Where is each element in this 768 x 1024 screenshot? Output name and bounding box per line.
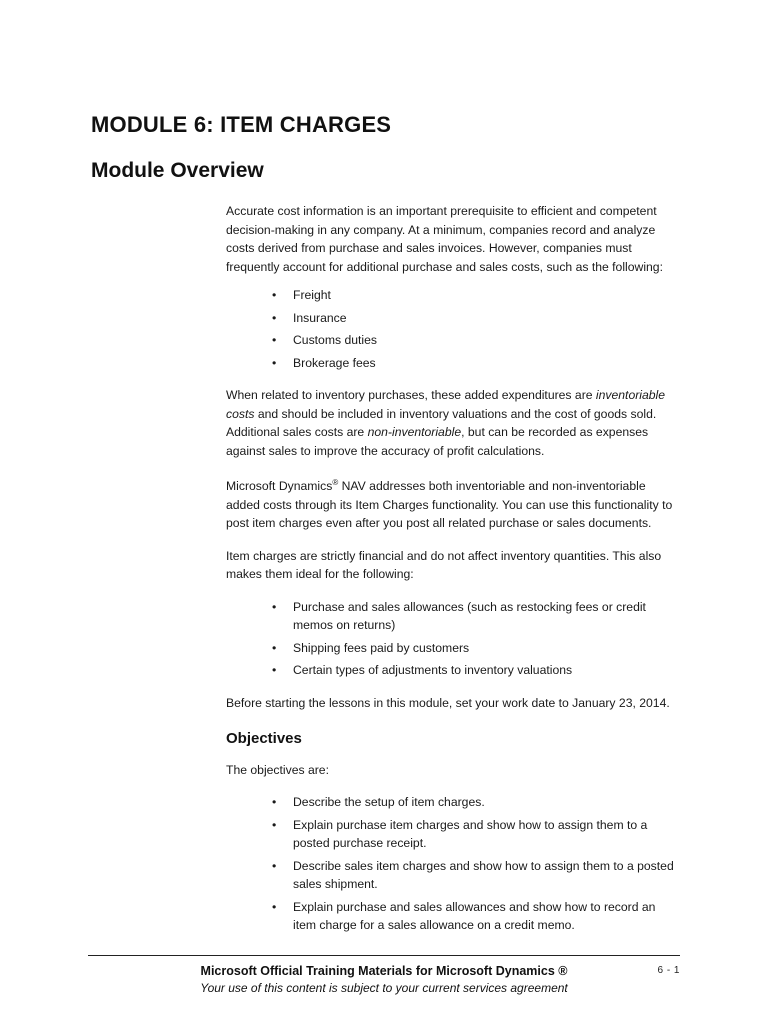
footer-divider xyxy=(88,955,680,956)
paragraph-text: When related to inventory purchases, these added expenditures are xyxy=(226,388,596,402)
overview-content xyxy=(226,202,681,949)
emphasis-non-inventoriable: non-inventoriable xyxy=(367,425,462,439)
list-item-text: Customs duties xyxy=(293,333,377,347)
paragraph-text: and should be included in inventory valuations and the cost of goods sold. Additional sales costs are xyxy=(226,406,657,439)
footer-title: Microsoft Official Training Materials for Microsoft Dynamics ® xyxy=(200,964,568,978)
bullet-icon: • xyxy=(272,310,277,325)
bullet-icon: • xyxy=(272,663,277,678)
list-item xyxy=(266,354,681,373)
list-item xyxy=(266,331,681,350)
uses-list xyxy=(226,598,681,680)
module-title: MODULE 6: ITEM CHARGES xyxy=(91,112,392,137)
page-number: 6 - 1 xyxy=(657,965,680,976)
list-item xyxy=(266,598,681,635)
item-charges-paragraph: Item charges are strictly financial and do not affect inventory quantities. This also makes them ideal for the following: xyxy=(226,548,662,582)
paragraph-text: NAV addresses both inventoriable and non-inventoriable added costs through its Item Charges functionality. You can use this functionality to post item charges even after you post all related purchase or sales documents. xyxy=(226,479,673,531)
bullet-icon: • xyxy=(272,817,277,832)
list-item-text: Explain purchase and sales allowances and show how to record an item charge for a sales allowance on a credit memo. xyxy=(293,899,656,933)
bullet-icon: • xyxy=(272,858,277,873)
registered-mark: ® xyxy=(332,478,339,487)
footer-subtitle: Your use of this content is subject to your current services agreement xyxy=(200,981,568,995)
list-item-text: Describe the setup of item charges. xyxy=(293,795,485,810)
list-item xyxy=(266,857,681,894)
bullet-icon: • xyxy=(272,288,277,302)
cost-items-list xyxy=(226,286,681,372)
list-item-text: Freight xyxy=(293,288,331,302)
list-item xyxy=(266,793,681,812)
list-item-text: Certain types of adjustments to inventory valuations xyxy=(293,663,573,678)
bullet-icon: • xyxy=(272,355,277,370)
list-item-text: Brokerage fees xyxy=(293,355,376,370)
work-date-paragraph: Before starting the lessons in this module, set your work date to January 23, 2014. xyxy=(226,695,670,710)
bullet-icon: • xyxy=(272,599,277,614)
list-item-text: Explain purchase item charges and show how to assign them to a posted purchase receipt. xyxy=(293,817,648,851)
objectives-intro: The objectives are: xyxy=(226,762,329,777)
section-title: Module Overview xyxy=(91,159,264,182)
inventoriable-paragraph xyxy=(226,386,681,460)
list-item-text: Insurance xyxy=(293,310,347,325)
bullet-icon: • xyxy=(272,795,277,810)
list-item-text: Shipping fees paid by customers xyxy=(293,640,470,655)
objectives-heading: Objectives xyxy=(226,730,302,748)
list-item xyxy=(266,661,681,680)
bullet-icon: • xyxy=(272,899,277,914)
bullet-icon: • xyxy=(272,333,277,347)
paragraph-text: Microsoft Dynamics xyxy=(226,479,333,494)
list-item xyxy=(266,898,681,935)
list-item-text: Describe sales item charges and show how to assign them to a posted sales shipment. xyxy=(293,858,674,892)
list-item xyxy=(266,309,681,328)
intro-paragraph: Accurate cost information is an important prerequisite to efficient and competent decision-making in any company. At a minimum, companies record and analyze costs derived from purchase and sales invoices. However, companies must frequently account for additional purchase and sales costs, such as the following: xyxy=(226,204,663,274)
paragraph-text: , but can be recorded as expenses against sales to improve the accuracy of profit calculations. xyxy=(226,425,649,458)
dynamics-paragraph xyxy=(226,474,681,533)
emphasis-inventoriable-costs: inventoriable costs xyxy=(226,388,666,421)
list-item xyxy=(266,816,681,853)
list-item xyxy=(266,286,681,305)
bullet-icon: • xyxy=(272,640,277,655)
list-item-text: Purchase and sales allowances (such as restocking fees or credit memos on returns) xyxy=(293,599,646,633)
list-item xyxy=(266,639,681,658)
objectives-list xyxy=(226,793,681,935)
